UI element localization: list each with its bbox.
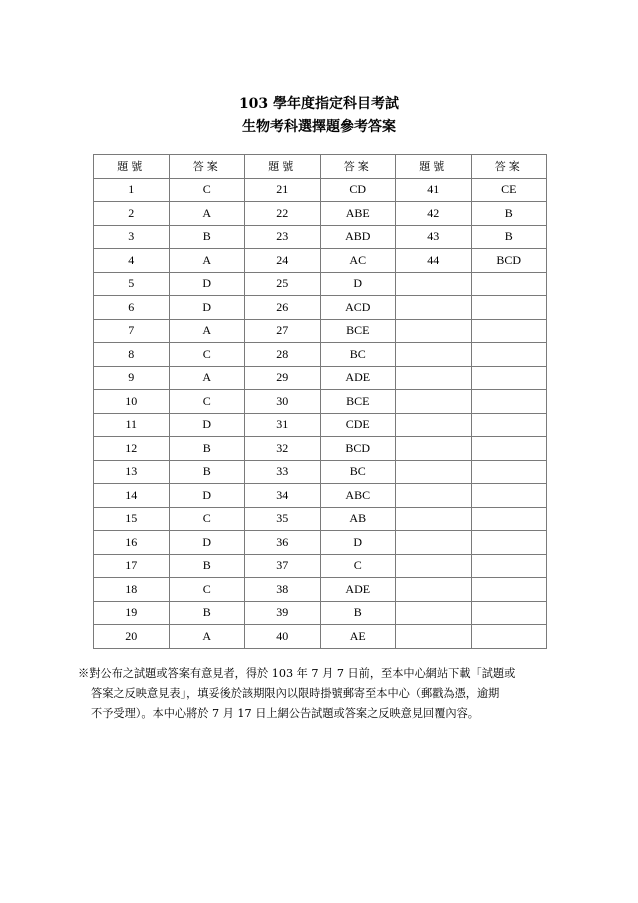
answer-cell: D — [169, 531, 245, 555]
question-number-cell: 38 — [245, 578, 321, 602]
answer-cell: BCD — [320, 437, 396, 461]
answer-cell: ABC — [320, 484, 396, 508]
question-number-cell: 15 — [94, 507, 170, 531]
question-number-cell: 14 — [94, 484, 170, 508]
table-row — [94, 625, 547, 649]
table-row — [94, 437, 547, 461]
table-row — [94, 319, 547, 343]
answer-cell: D — [320, 531, 396, 555]
question-number-cell: 4 — [94, 249, 170, 273]
answer-cell: D — [169, 413, 245, 437]
table-row — [94, 390, 547, 414]
question-number-cell: 32 — [245, 437, 321, 461]
question-number-cell: 8 — [94, 343, 170, 367]
question-number-cell: 6 — [94, 296, 170, 320]
question-number-cell: 20 — [94, 625, 170, 649]
question-number-cell: 30 — [245, 390, 321, 414]
question-number-cell — [396, 272, 472, 296]
table-header-row — [94, 155, 547, 179]
question-number-cell: 22 — [245, 202, 321, 226]
answer-cell: B — [169, 460, 245, 484]
answer-cell: B — [320, 601, 396, 625]
answer-cell: BC — [320, 343, 396, 367]
question-number-cell — [396, 484, 472, 508]
question-number-cell — [396, 531, 472, 555]
question-number-cell: 23 — [245, 225, 321, 249]
answer-cell: A — [169, 319, 245, 343]
answer-table — [93, 154, 547, 649]
question-number-cell: 35 — [245, 507, 321, 531]
question-number-cell: 3 — [94, 225, 170, 249]
table-row — [94, 554, 547, 578]
answer-table-body — [94, 178, 547, 648]
answer-cell: B — [169, 225, 245, 249]
answer-cell: B — [471, 202, 547, 226]
notice-line: ※對公布之試題或答案有意見者，得於 103 年 7 月 7 日前，至本中心網站下載「試題或 — [78, 667, 516, 680]
question-number-cell: 17 — [94, 554, 170, 578]
answer-cell: BCD — [471, 249, 547, 273]
table-row — [94, 249, 547, 273]
answer-cell: C — [320, 554, 396, 578]
question-number-cell — [396, 460, 472, 484]
table-row — [94, 578, 547, 602]
answer-cell: BC — [320, 460, 396, 484]
answer-cell: CE — [471, 178, 547, 202]
answer-cell: B — [169, 437, 245, 461]
answer-cell: CD — [320, 178, 396, 202]
question-number-cell: 31 — [245, 413, 321, 437]
question-number-cell: 12 — [94, 437, 170, 461]
answer-cell: D — [320, 272, 396, 296]
question-number-cell — [396, 554, 472, 578]
question-number-cell: 36 — [245, 531, 321, 555]
question-number-cell: 11 — [94, 413, 170, 437]
question-number-cell: 29 — [245, 366, 321, 390]
question-number-cell: 21 — [245, 178, 321, 202]
question-number-cell: 10 — [94, 390, 170, 414]
question-number-cell — [396, 390, 472, 414]
question-number-cell — [396, 366, 472, 390]
answer-cell: B — [169, 601, 245, 625]
question-number-cell: 43 — [396, 225, 472, 249]
question-number-cell: 18 — [94, 578, 170, 602]
question-number-cell: 25 — [245, 272, 321, 296]
question-number-cell: 27 — [245, 319, 321, 343]
question-number-cell — [396, 578, 472, 602]
question-number-cell: 16 — [94, 531, 170, 555]
answer-cell — [471, 531, 547, 555]
answer-cell: ACD — [320, 296, 396, 320]
question-number-cell: 19 — [94, 601, 170, 625]
answer-cell — [471, 554, 547, 578]
table-row — [94, 296, 547, 320]
answer-cell: BCE — [320, 390, 396, 414]
question-number-cell: 44 — [396, 249, 472, 273]
question-number-cell — [396, 319, 472, 343]
question-number-cell — [396, 343, 472, 367]
answer-cell — [471, 601, 547, 625]
answer-cell: BCE — [320, 319, 396, 343]
answer-cell: C — [169, 178, 245, 202]
table-row — [94, 484, 547, 508]
question-number-cell — [396, 507, 472, 531]
table-row — [94, 413, 547, 437]
answer-cell — [471, 343, 547, 367]
header-answer: 答案 — [320, 155, 396, 179]
answer-cell: ADE — [320, 578, 396, 602]
answer-cell: D — [169, 272, 245, 296]
question-number-cell: 39 — [245, 601, 321, 625]
question-number-cell — [396, 601, 472, 625]
table-row — [94, 202, 547, 226]
table-row — [94, 531, 547, 555]
table-row — [94, 343, 547, 367]
question-number-cell — [396, 413, 472, 437]
answer-cell — [471, 437, 547, 461]
answer-cell — [471, 413, 547, 437]
notice-line: 答案之反映意見表」，填妥後於該期限內以限時掛號郵寄至本中心（郵戳為憑，逾期 — [91, 687, 500, 700]
notice-text — [78, 664, 568, 724]
table-row — [94, 225, 547, 249]
answer-cell — [471, 460, 547, 484]
question-number-cell — [396, 437, 472, 461]
answer-cell — [471, 319, 547, 343]
notice-line: 不予受理）。本中心將於 7 月 17 日上網公告試題或答案之反映意見回覆內容。 — [91, 707, 479, 720]
answer-cell: B — [169, 554, 245, 578]
answer-cell: AC — [320, 249, 396, 273]
question-number-cell: 41 — [396, 178, 472, 202]
answer-cell: D — [169, 484, 245, 508]
question-number-cell: 37 — [245, 554, 321, 578]
answer-cell — [471, 625, 547, 649]
table-row — [94, 507, 547, 531]
answer-cell: C — [169, 507, 245, 531]
header-question-number: 題號 — [94, 155, 170, 179]
question-number-cell: 2 — [94, 202, 170, 226]
table-row — [94, 460, 547, 484]
answer-cell: ADE — [320, 366, 396, 390]
question-number-cell: 26 — [245, 296, 321, 320]
question-number-cell: 34 — [245, 484, 321, 508]
question-number-cell: 13 — [94, 460, 170, 484]
header-answer: 答案 — [471, 155, 547, 179]
answer-cell: ABE — [320, 202, 396, 226]
answer-cell — [471, 272, 547, 296]
answer-cell: AE — [320, 625, 396, 649]
table-row — [94, 272, 547, 296]
header-question-number: 題號 — [396, 155, 472, 179]
answer-cell: A — [169, 249, 245, 273]
answer-cell: C — [169, 343, 245, 367]
answer-cell — [471, 366, 547, 390]
answer-cell — [471, 296, 547, 320]
answer-cell: AB — [320, 507, 396, 531]
answer-cell: C — [169, 390, 245, 414]
answer-cell — [471, 390, 547, 414]
question-number-cell: 5 — [94, 272, 170, 296]
answer-cell — [471, 578, 547, 602]
table-row — [94, 178, 547, 202]
answer-cell: A — [169, 202, 245, 226]
question-number-cell: 7 — [94, 319, 170, 343]
answer-cell — [471, 507, 547, 531]
answer-cell: ABD — [320, 225, 396, 249]
answer-cell — [471, 484, 547, 508]
answer-cell: D — [169, 296, 245, 320]
answer-cell: B — [471, 225, 547, 249]
header-question-number: 題號 — [245, 155, 321, 179]
document-title: 103 學年度指定科目考試 — [238, 96, 400, 112]
document-subtitle: 生物考科選擇題參考答案 — [242, 119, 396, 135]
question-number-cell: 1 — [94, 178, 170, 202]
answer-cell: A — [169, 366, 245, 390]
question-number-cell: 40 — [245, 625, 321, 649]
question-number-cell: 42 — [396, 202, 472, 226]
question-number-cell — [396, 296, 472, 320]
question-number-cell: 9 — [94, 366, 170, 390]
header-answer: 答案 — [169, 155, 245, 179]
question-number-cell: 24 — [245, 249, 321, 273]
table-row — [94, 601, 547, 625]
table-row — [94, 366, 547, 390]
answer-cell: A — [169, 625, 245, 649]
answer-cell: CDE — [320, 413, 396, 437]
question-number-cell: 33 — [245, 460, 321, 484]
answer-cell: C — [169, 578, 245, 602]
question-number-cell — [396, 625, 472, 649]
question-number-cell: 28 — [245, 343, 321, 367]
